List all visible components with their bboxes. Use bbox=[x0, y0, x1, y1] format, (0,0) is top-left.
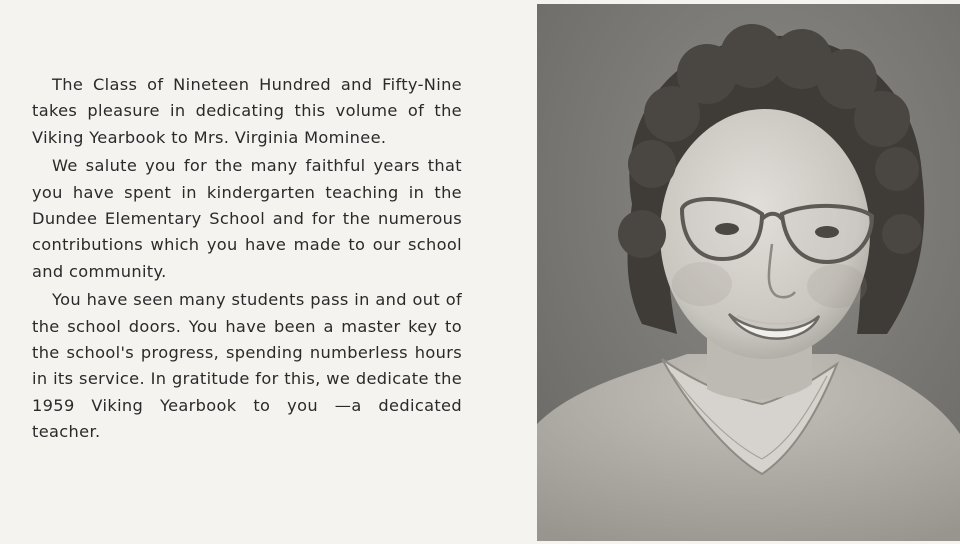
dedication-paragraph-1: The Class of Nineteen Hundred and Fifty-Nine takes pleasure in dedicating this volume of the Viking Yearbook to Mrs. Virginia Mominee. bbox=[32, 75, 462, 147]
portrait-illustration bbox=[537, 4, 960, 541]
dedication-paragraph-2: We salute you for the many faithful years that you have spent in kindergarten teaching in the Dundee Elementary School and for the numerous contributions which you have made to our school and community. bbox=[32, 156, 462, 281]
teacher-portrait-photo bbox=[537, 4, 960, 541]
dedication-paragraph-3: You have seen many students pass in and out of the school doors. You have been a master key to the school's progress, spending numberless hours in its service. In gratitude for this, we dedicate the 1959 Viking Yearbook to you —a dedicated teacher. bbox=[32, 290, 462, 442]
dedication-text bbox=[32, 72, 462, 448]
